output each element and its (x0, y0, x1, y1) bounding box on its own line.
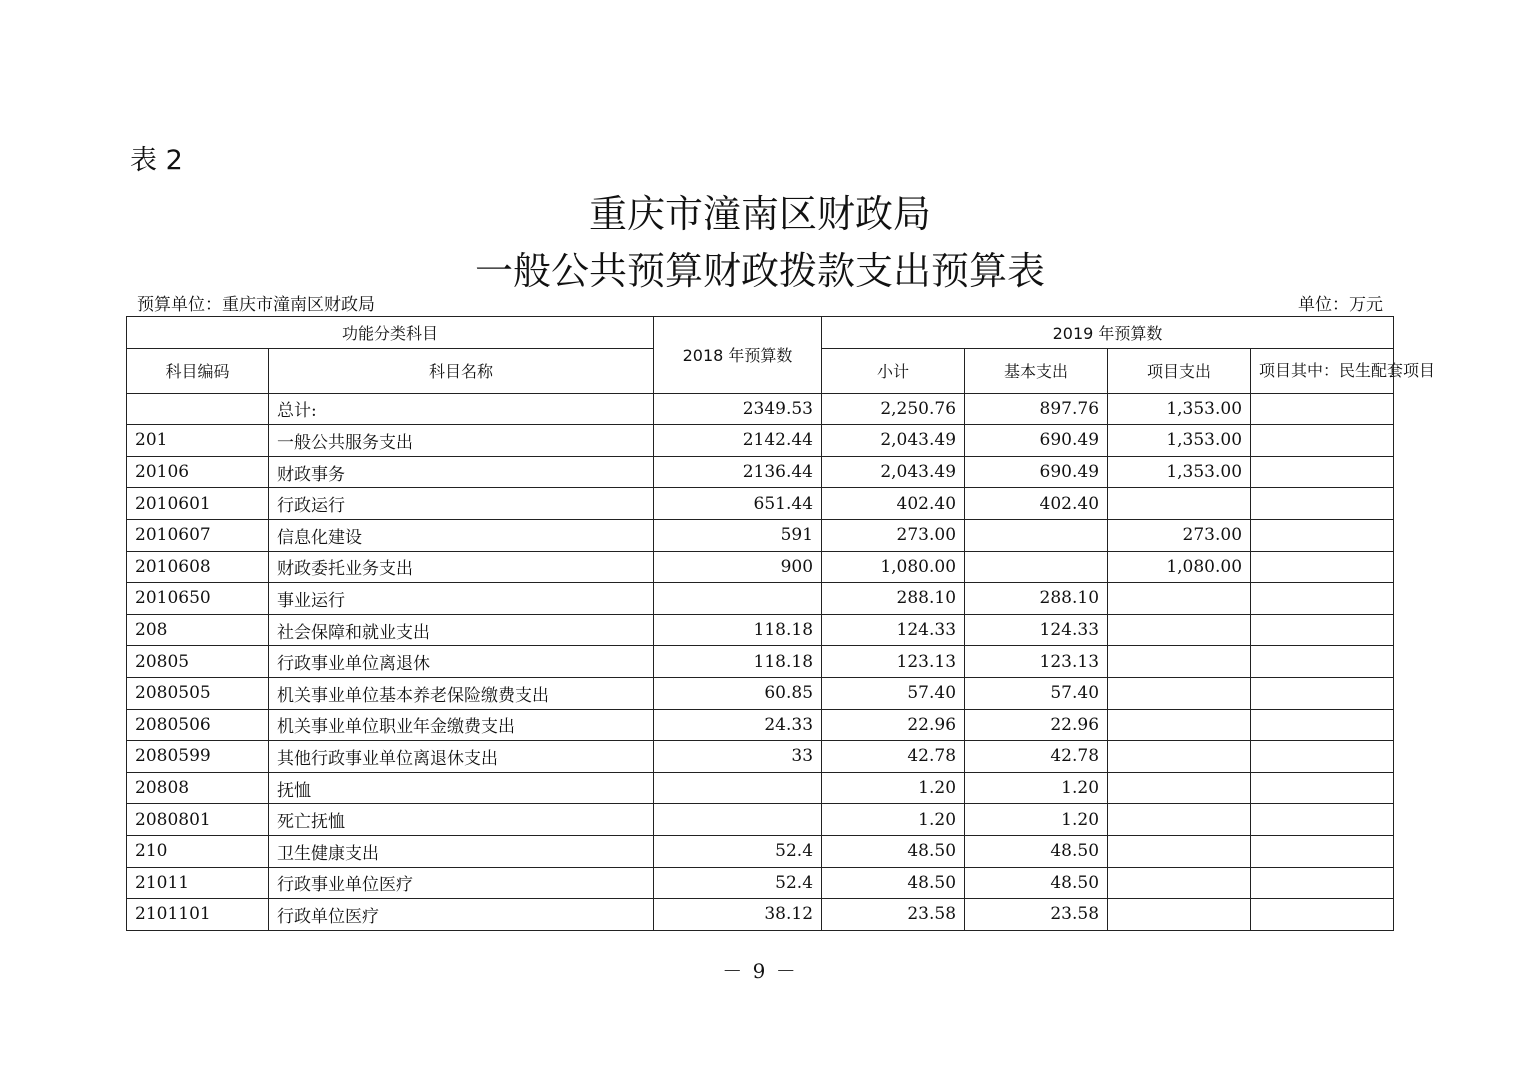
cell-subtotal: 2,250.76 (822, 393, 965, 425)
cell-project: 1,080.00 (1108, 551, 1251, 583)
cell-subtotal: 48.50 (822, 867, 965, 899)
cell-livelihood (1251, 456, 1394, 488)
cell-basic: 23.58 (965, 899, 1108, 931)
cell-name: 机关事业单位职业年金缴费支出 (269, 709, 654, 741)
cell-project: 273.00 (1108, 519, 1251, 551)
cell-subtotal: 2,043.49 (822, 425, 965, 457)
cell-name: 总计: (269, 393, 654, 425)
table-row (127, 741, 1394, 773)
cell-name: 社会保障和就业支出 (269, 614, 654, 646)
cell-name: 财政委托业务支出 (269, 551, 654, 583)
cell-name: 财政事务 (269, 456, 654, 488)
cell-code (127, 393, 269, 425)
cell-livelihood (1251, 614, 1394, 646)
cell-livelihood (1251, 583, 1394, 615)
header-subtotal: 小计 (822, 348, 965, 393)
cell-name: 机关事业单位基本养老保险缴费支出 (269, 677, 654, 709)
table-row (127, 583, 1394, 615)
cell-livelihood (1251, 551, 1394, 583)
table-row (127, 456, 1394, 488)
cell-subtotal: 1.20 (822, 804, 965, 836)
cell-name: 行政事业单位医疗 (269, 867, 654, 899)
cell-code: 210 (127, 835, 269, 867)
cell-livelihood (1251, 899, 1394, 931)
cell-budget-2018: 52.4 (654, 835, 822, 867)
header-project: 项目支出 (1108, 348, 1251, 393)
cell-livelihood (1251, 709, 1394, 741)
cell-budget-2018: 2349.53 (654, 393, 822, 425)
cell-basic: 123.13 (965, 646, 1108, 678)
cell-subtotal: 48.50 (822, 835, 965, 867)
cell-project (1108, 741, 1251, 773)
table-row (127, 488, 1394, 520)
cell-code: 20805 (127, 646, 269, 678)
cell-project (1108, 488, 1251, 520)
cell-budget-2018: 2136.44 (654, 456, 822, 488)
cell-budget-2018: 60.85 (654, 677, 822, 709)
cell-code: 20106 (127, 456, 269, 488)
cell-budget-2018: 118.18 (654, 614, 822, 646)
cell-basic: 690.49 (965, 456, 1108, 488)
cell-project (1108, 804, 1251, 836)
cell-code: 2010607 (127, 519, 269, 551)
cell-subtotal: 402.40 (822, 488, 965, 520)
cell-subtotal: 22.96 (822, 709, 965, 741)
cell-name: 行政单位医疗 (269, 899, 654, 931)
cell-budget-2018: 2142.44 (654, 425, 822, 457)
table-row (127, 867, 1394, 899)
cell-basic: 48.50 (965, 867, 1108, 899)
cell-budget-2018 (654, 583, 822, 615)
page-number: － 9 － (722, 959, 798, 983)
cell-basic: 124.33 (965, 614, 1108, 646)
budget-unit: 预算单位：重庆市潼南区财政局 (137, 295, 375, 315)
cell-project (1108, 614, 1251, 646)
cell-basic: 1.20 (965, 772, 1108, 804)
cell-code: 21011 (127, 867, 269, 899)
cell-project (1108, 709, 1251, 741)
cell-livelihood (1251, 867, 1394, 899)
cell-code: 2080599 (127, 741, 269, 773)
cell-project (1108, 772, 1251, 804)
cell-budget-2018 (654, 772, 822, 804)
cell-budget-2018: 33 (654, 741, 822, 773)
cell-livelihood (1251, 677, 1394, 709)
cell-project: 1,353.00 (1108, 393, 1251, 425)
currency-unit: 单位：万元 (1298, 295, 1383, 315)
table-row (127, 425, 1394, 457)
cell-subtotal: 23.58 (822, 899, 965, 931)
cell-subtotal: 1.20 (822, 772, 965, 804)
cell-project: 1,353.00 (1108, 425, 1251, 457)
cell-basic (965, 551, 1108, 583)
cell-project (1108, 646, 1251, 678)
cell-livelihood (1251, 488, 1394, 520)
cell-basic: 897.76 (965, 393, 1108, 425)
cell-budget-2018: 651.44 (654, 488, 822, 520)
cell-basic: 288.10 (965, 583, 1108, 615)
cell-livelihood (1251, 835, 1394, 867)
header-code: 科目编码 (127, 348, 269, 393)
table-label: 表 2 (130, 145, 183, 176)
cell-name: 事业运行 (269, 583, 654, 615)
cell-code: 2080505 (127, 677, 269, 709)
cell-name: 抚恤 (269, 772, 654, 804)
cell-subtotal: 124.33 (822, 614, 965, 646)
cell-subtotal: 123.13 (822, 646, 965, 678)
table-row (127, 772, 1394, 804)
cell-name: 其他行政事业单位离退休支出 (269, 741, 654, 773)
cell-name: 卫生健康支出 (269, 835, 654, 867)
table-row (127, 899, 1394, 931)
cell-budget-2018: 38.12 (654, 899, 822, 931)
cell-livelihood (1251, 772, 1394, 804)
table-row (127, 677, 1394, 709)
table-row (127, 709, 1394, 741)
cell-basic (965, 519, 1108, 551)
cell-basic: 42.78 (965, 741, 1108, 773)
cell-budget-2018: 591 (654, 519, 822, 551)
cell-livelihood (1251, 741, 1394, 773)
cell-subtotal: 1,080.00 (822, 551, 965, 583)
cell-budget-2018: 900 (654, 551, 822, 583)
cell-project (1108, 835, 1251, 867)
cell-livelihood (1251, 519, 1394, 551)
cell-project (1108, 677, 1251, 709)
cell-budget-2018 (654, 804, 822, 836)
cell-code: 2010650 (127, 583, 269, 615)
cell-basic: 1.20 (965, 804, 1108, 836)
table-row (127, 393, 1394, 425)
table-body (127, 393, 1394, 930)
cell-livelihood (1251, 646, 1394, 678)
table-row (127, 614, 1394, 646)
cell-basic: 690.49 (965, 425, 1108, 457)
cell-code: 2080801 (127, 804, 269, 836)
cell-code: 2010601 (127, 488, 269, 520)
cell-code: 20808 (127, 772, 269, 804)
cell-name: 行政事业单位离退休 (269, 646, 654, 678)
cell-basic: 48.50 (965, 835, 1108, 867)
cell-code: 2080506 (127, 709, 269, 741)
cell-basic: 57.40 (965, 677, 1108, 709)
cell-name: 行政运行 (269, 488, 654, 520)
cell-project (1108, 867, 1251, 899)
cell-name: 一般公共服务支出 (269, 425, 654, 457)
cell-subtotal: 2,043.49 (822, 456, 965, 488)
cell-project: 1,353.00 (1108, 456, 1251, 488)
budget-table (126, 316, 1436, 931)
cell-subtotal: 273.00 (822, 519, 965, 551)
cell-livelihood (1251, 425, 1394, 457)
table-row (127, 804, 1394, 836)
cell-subtotal: 57.40 (822, 677, 965, 709)
table-row (127, 646, 1394, 678)
header-livelihood: 项目其中：民生配套项目 (1251, 348, 1394, 393)
header-budget-2018: 2018 年预算数 (654, 317, 822, 394)
page-title-line1: 重庆市潼南区财政局 (588, 192, 931, 236)
cell-subtotal: 42.78 (822, 741, 965, 773)
table-row (127, 551, 1394, 583)
page-title-line2: 一般公共预算财政拨款支出预算表 (474, 249, 1045, 293)
cell-name: 死亡抚恤 (269, 804, 654, 836)
cell-name: 信息化建设 (269, 519, 654, 551)
cell-subtotal: 288.10 (822, 583, 965, 615)
cell-code: 201 (127, 425, 269, 457)
cell-budget-2018: 24.33 (654, 709, 822, 741)
cell-code: 208 (127, 614, 269, 646)
cell-livelihood (1251, 393, 1394, 425)
cell-project (1108, 583, 1251, 615)
cell-basic: 402.40 (965, 488, 1108, 520)
cell-budget-2018: 118.18 (654, 646, 822, 678)
cell-code: 2101101 (127, 899, 269, 931)
header-budget-2019: 2019 年预算数 (822, 317, 1394, 349)
header-func-class: 功能分类科目 (127, 317, 654, 349)
cell-livelihood (1251, 804, 1394, 836)
header-name: 科目名称 (269, 348, 654, 393)
cell-budget-2018: 52.4 (654, 867, 822, 899)
table-row (127, 835, 1394, 867)
table-row (127, 519, 1394, 551)
header-basic: 基本支出 (965, 348, 1108, 393)
cell-code: 2010608 (127, 551, 269, 583)
cell-basic: 22.96 (965, 709, 1108, 741)
cell-project (1108, 899, 1251, 931)
